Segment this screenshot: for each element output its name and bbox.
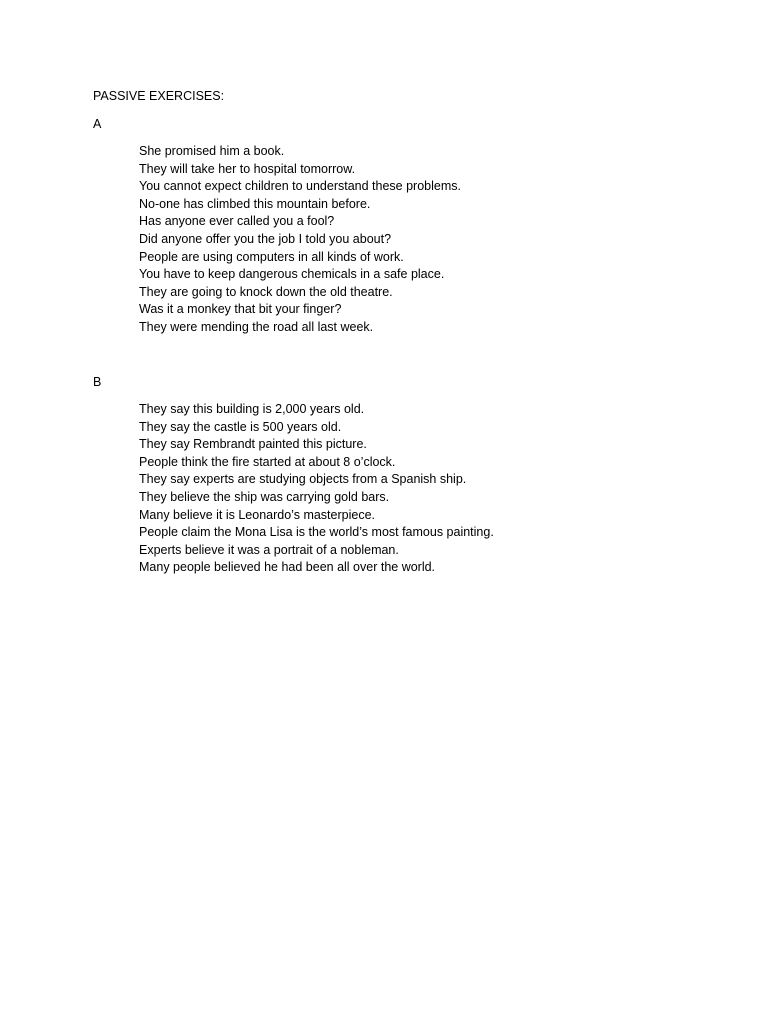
list-item-text: Did anyone offer you the job I told you about?: [139, 231, 392, 246]
list-item-text: People think the fire started at about 8 o’clock.: [139, 454, 396, 469]
list-item-text: Was it a monkey that bit your finger?: [139, 302, 342, 317]
list-item-text: They say the castle is 500 years old.: [139, 419, 342, 434]
list-item-text: People are using computers in all kinds of work.: [139, 249, 404, 264]
list-item-text: They are going to knock down the old theatre.: [139, 284, 393, 299]
list-item-text: She promised him a book.: [139, 144, 285, 158]
list-item-text: No-one has climbed this mountain before.: [139, 196, 371, 211]
list-item-text: They will take her to hospital tomorrow.: [139, 161, 356, 176]
list-item-text: You cannot expect children to understand these problems.: [139, 179, 461, 194]
list-item-text: People claim the Mona Lisa is the world’s most famous painting.: [139, 525, 494, 540]
list-item-text: They believe the ship was carrying gold bars.: [139, 489, 390, 504]
list-item-text: They were mending the road all last week.: [139, 319, 374, 334]
list-item-text: They say experts are studying objects from a Spanish ship.: [139, 472, 467, 487]
list-item-text: They say Rembrandt painted this picture.: [139, 437, 367, 452]
list-item-text: Has anyone ever called you a fool?: [139, 214, 335, 229]
list-item-text: Many believe it is Leonardo’s masterpiece.: [139, 507, 376, 522]
section-a-label: A: [93, 117, 102, 131]
list-item-text: You have to keep dangerous chemicals in a safe place.: [139, 267, 445, 282]
section-b-label: B: [93, 375, 102, 389]
list-item-text: Many people believed he had been all over the world.: [139, 560, 436, 575]
list-item-text: Experts believe it was a portrait of a nobleman.: [139, 542, 399, 557]
list-item-text: They say this building is 2,000 years old.: [139, 402, 365, 416]
document-title: PASSIVE EXERCISES:: [93, 89, 225, 103]
